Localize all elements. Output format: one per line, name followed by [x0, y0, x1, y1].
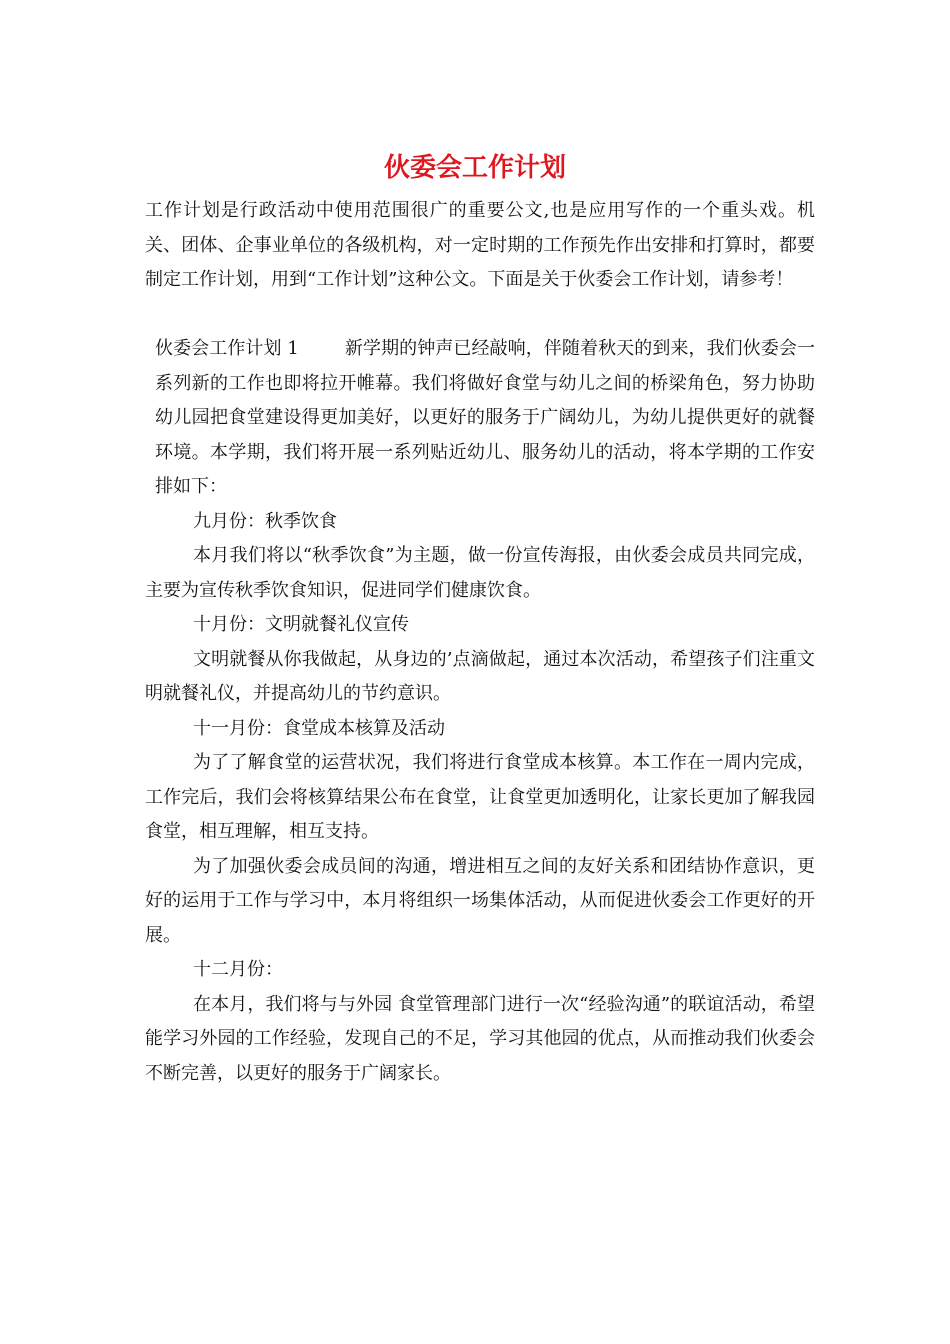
document-title: 伙委会工作计划: [383, 153, 566, 183]
september-heading: 九月份：秋季饮食: [193, 510, 337, 532]
december-heading: 十二月份：: [193, 959, 283, 980]
intro-paragraph: 工作计划是行政活动中使用范围很广的重要公文,也是应用写作的一个重头戏。机关、团体、企事业单位的各级机构，对一定时期的工作预先作出安排和打算时，都要制定工作计划，用到“工作计划”这种公文。下面是关于伙委会工作计划，请参考！: [145, 200, 815, 290]
document-body: [145, 194, 815, 1091]
october-paragraph: 文明就餐从你我做起，从身边的’点滴做起，通过本次活动，希望孩子们注重文明就餐礼仪，并提高幼儿的节约意识。: [145, 648, 815, 704]
plan1-text: 新学期的钟声已经敲响，伴随着秋天的到来，我们伙委会一系列新的工作也即将拉开帷幕。我们将做好食堂与幼儿之间的桥梁角色，努力协助幼儿园把食堂建设得更加美好，以更好的服务于广阔幼儿，为幼儿提供更好的就餐环境。本学期，我们将开展一系列贴近幼儿、服务幼儿的活动，将本学期的工作安排如下：: [155, 338, 815, 497]
blank-line: [145, 298, 815, 333]
november-paragraph-1: 为了了解食堂的运营状况，我们将进行食堂成本核算。本工作在一周内完成，工作完后，我们会将核算结果公布在食堂，让食堂更加透明化，让家长更加了解我园食堂，相互理解，相互支持。: [145, 752, 815, 842]
october-heading: 十月份：文明就餐礼仪宣传: [193, 614, 409, 635]
november-heading: 十一月份：食堂成本核算及活动: [193, 717, 445, 739]
plan1-paragraph: [145, 332, 815, 505]
september-paragraph: 本月我们将以“秋季饮食”为主题，做一份宣传海报，由伙委会成员共同完成，主要为宣传秋季饮食知识，促进同学们健康饮食。: [145, 545, 815, 601]
december-paragraph: 在本月，我们将与与外园 食堂管理部门进行一次“经验沟通”的联谊活动，希望能学习外园的工作经验，发现自己的不足，学习其他园的优点，从而推动我们伙委会不断完善，以更好的服务于广阔家长。: [145, 993, 815, 1084]
november-paragraph-2: 为了加强伙委会成员间的沟通，增进相互之间的友好关系和团结协作意识，更好的运用于工作与学习中，本月将组织一场集体活动，从而促进伙委会工作更好的开展。: [145, 855, 815, 946]
plan1-label: 伙委会工作计划 1: [155, 338, 299, 359]
